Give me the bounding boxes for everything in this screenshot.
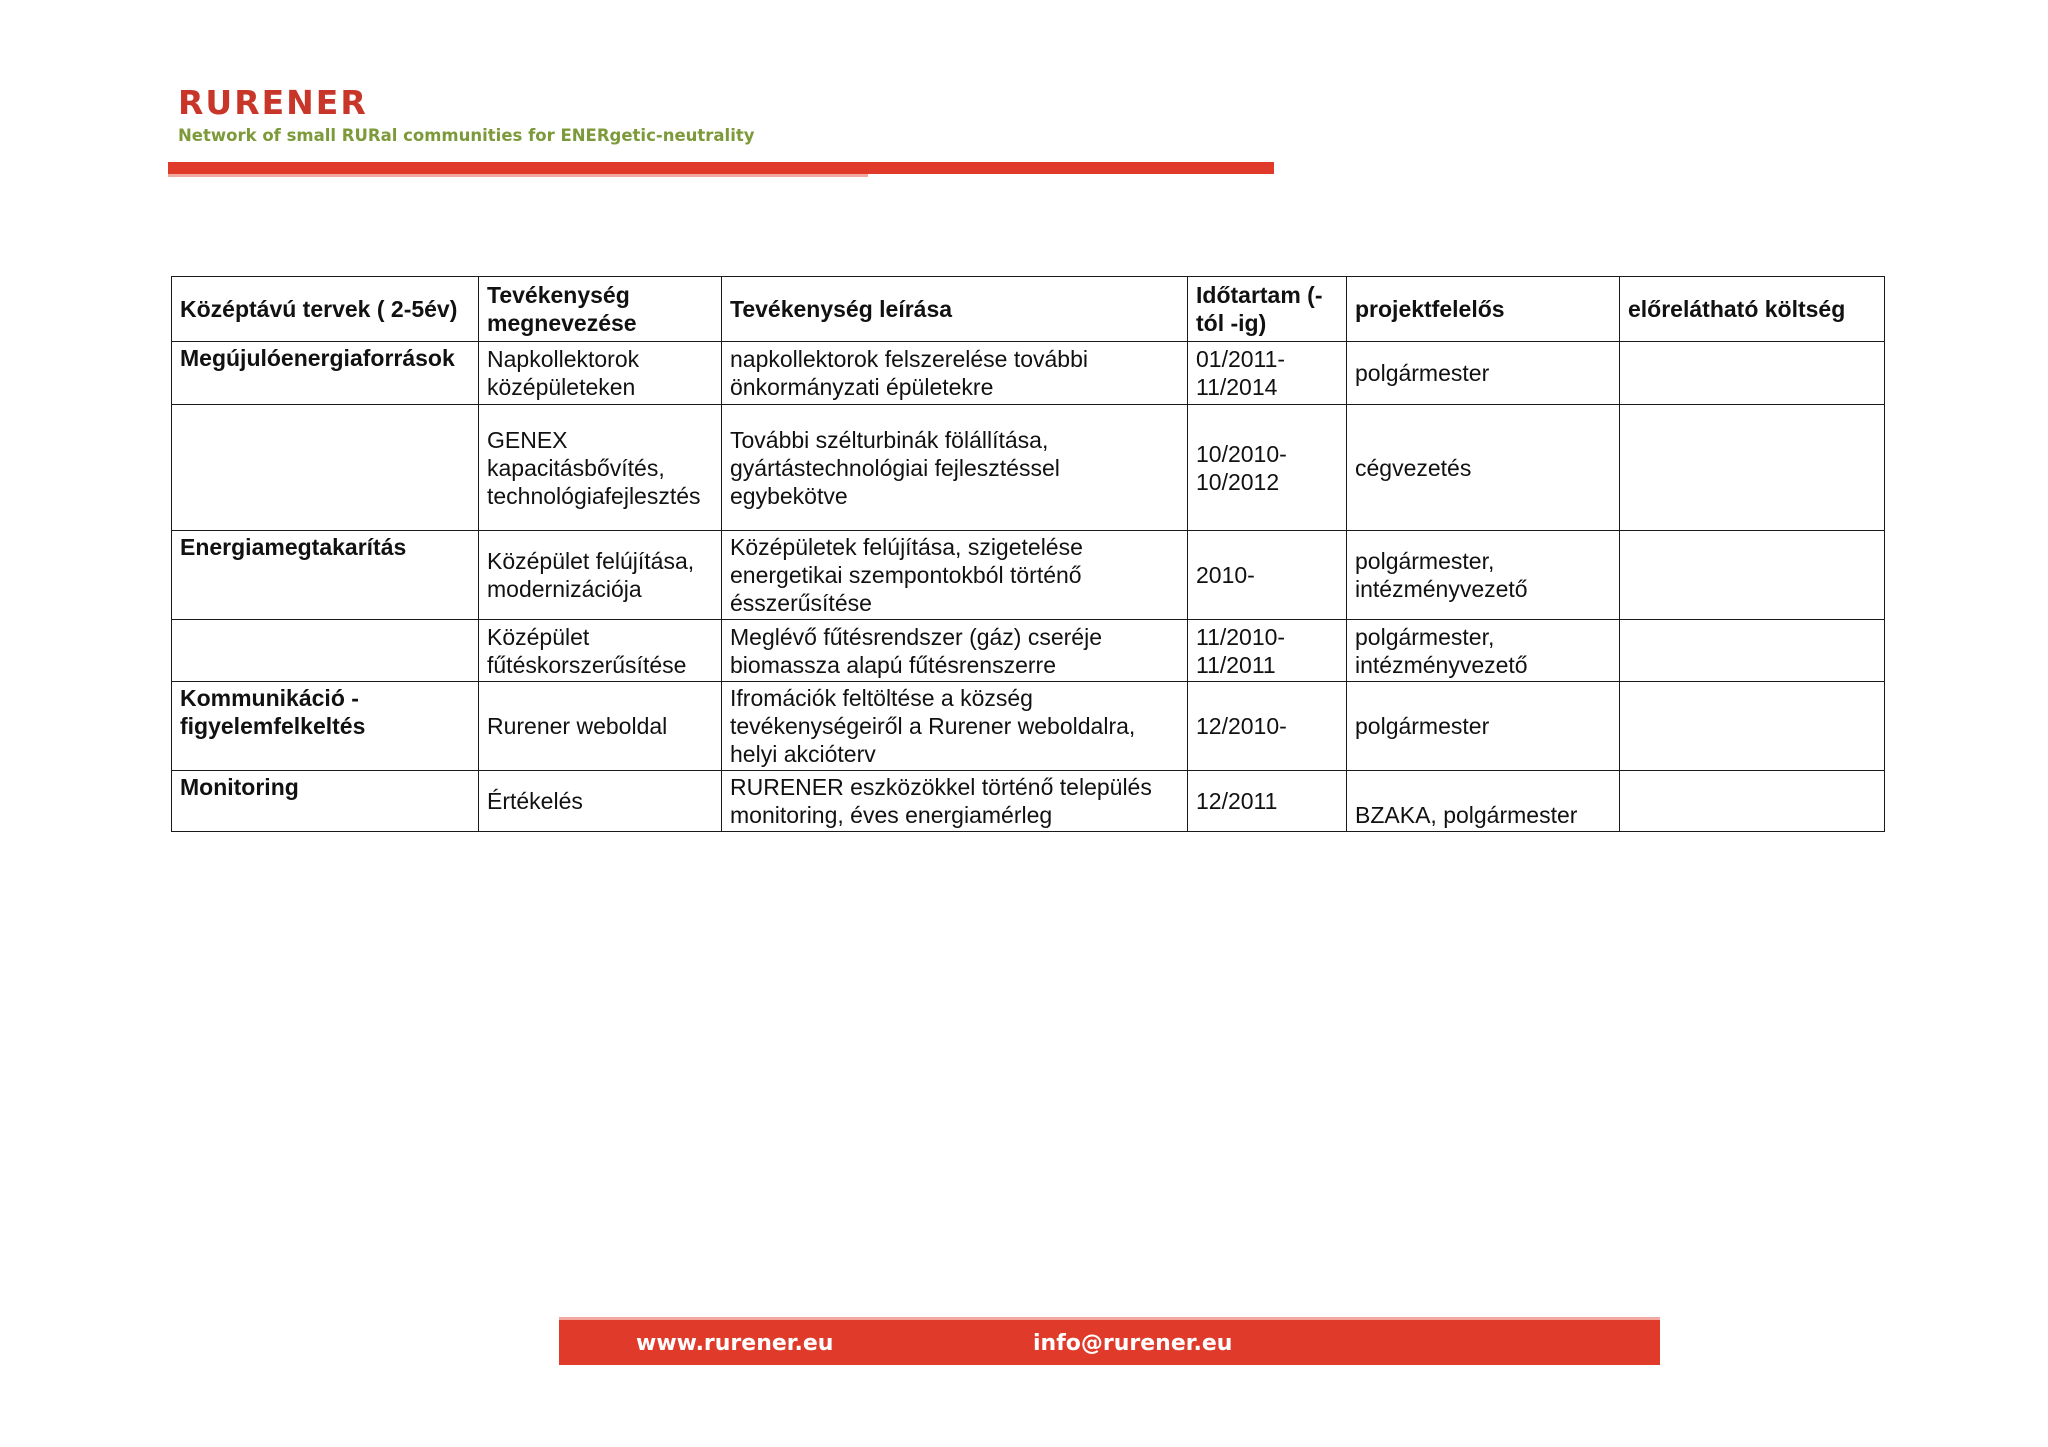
- cell-category: [172, 405, 479, 531]
- cell-description: Meglévő fűtésrendszer (gáz) cseréje biomassza alapú fűtésrenszerre: [722, 620, 1188, 682]
- table-header-row: [172, 277, 1885, 342]
- column-header-activity: Tevékenység megnevezése: [479, 277, 722, 342]
- cell-description: Ifromációk feltöltése a község tevékenységeiről a Rurener weboldalra, helyi akcióterv: [722, 682, 1188, 771]
- brand-logo-title: RURENER: [178, 83, 368, 122]
- cell-cost: [1620, 620, 1885, 682]
- cell-duration: 12/2010-: [1188, 682, 1347, 771]
- table-row: [172, 682, 1885, 771]
- cell-cost: [1620, 771, 1885, 832]
- cell-owner: polgármester, intézményvezető: [1347, 620, 1620, 682]
- cell-description: További szélturbinák fölállítása, gyártástechnológiai fejlesztéssel egybekötve: [722, 405, 1188, 531]
- header-divider-shadow: [168, 174, 868, 177]
- cell-category: Kommunikáció - figyelemfelkeltés: [172, 682, 479, 771]
- column-header-duration: Időtartam (-tól -ig): [1188, 277, 1347, 342]
- cell-category: Megújulóenergiaforrások: [172, 342, 479, 405]
- table-row: [172, 620, 1885, 682]
- cell-duration: 2010-: [1188, 531, 1347, 620]
- cell-category: Monitoring: [172, 771, 479, 832]
- column-header-description: Tevékenység leírása: [722, 277, 1188, 342]
- column-header-owner: projektfelelős: [1347, 277, 1620, 342]
- cell-owner: polgármester: [1347, 682, 1620, 771]
- cell-description: napkollektorok felszerelése további önkormányzati épületekre: [722, 342, 1188, 405]
- cell-owner: polgármester: [1347, 342, 1620, 405]
- cell-activity: GENEX kapacitásbővítés, technológiafejlesztés: [479, 405, 722, 531]
- footer-email-link[interactable]: info@rurener.eu: [1033, 1331, 1233, 1356]
- cell-duration: 12/2011: [1188, 771, 1347, 832]
- cell-category: Energiamegtakarítás: [172, 531, 479, 620]
- cell-owner: cégvezetés: [1347, 405, 1620, 531]
- cell-duration: 11/2010-11/2011: [1188, 620, 1347, 682]
- cell-owner: polgármester, intézményvezető: [1347, 531, 1620, 620]
- cell-cost: [1620, 682, 1885, 771]
- cell-duration: 10/2010-10/2012: [1188, 405, 1347, 531]
- table-row: [172, 405, 1885, 531]
- header-divider: [168, 162, 1274, 174]
- footer-website-link[interactable]: www.rurener.eu: [636, 1331, 834, 1356]
- cell-cost: [1620, 342, 1885, 405]
- action-plan-table: [171, 276, 1885, 832]
- cell-description: Középületek felújítása, szigetelése energetikai szempontokból történő ésszerűsítése: [722, 531, 1188, 620]
- cell-duration: 01/2011-11/2014: [1188, 342, 1347, 405]
- cell-activity: Rurener weboldal: [479, 682, 722, 771]
- cell-category: [172, 620, 479, 682]
- brand-tagline: Network of small RURal communities for ENERgetic-neutrality: [178, 126, 755, 145]
- cell-activity: Napkollektorok középületeken: [479, 342, 722, 405]
- table-row: [172, 771, 1885, 832]
- cell-activity: Középület fűtéskorszerűsítése: [479, 620, 722, 682]
- cell-cost: [1620, 531, 1885, 620]
- cell-activity: Középület felújítása, modernizációja: [479, 531, 722, 620]
- cell-cost: [1620, 405, 1885, 531]
- cell-activity: Értékelés: [479, 771, 722, 832]
- table-row: [172, 531, 1885, 620]
- column-header-plans: Középtávú tervek ( 2-5év): [172, 277, 479, 342]
- cell-description: RURENER eszközökkel történő település monitoring, éves energiamérleg: [722, 771, 1188, 832]
- cell-owner: BZAKA, polgármester: [1347, 771, 1620, 832]
- table-row: [172, 342, 1885, 405]
- column-header-cost: előrelátható költség: [1620, 277, 1885, 342]
